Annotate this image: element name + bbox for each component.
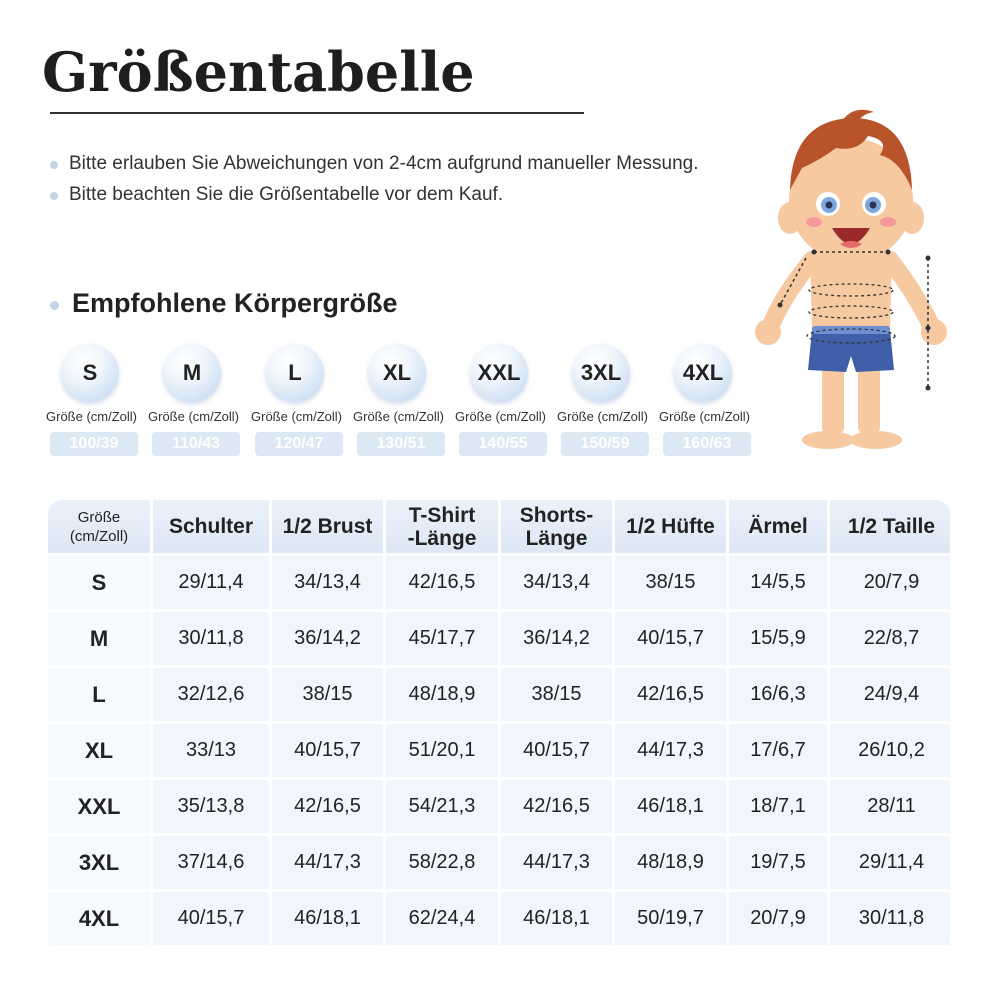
measurement-cell: 34/13,4 xyxy=(501,556,612,609)
measurement-cell: 40/15,7 xyxy=(501,724,612,777)
child-figure xyxy=(755,110,947,449)
size-caption: Größe (cm/Zoll) xyxy=(455,409,546,424)
size-chart-table-container xyxy=(48,500,950,954)
measurement-cell: 37/14,6 xyxy=(153,836,269,889)
table-row xyxy=(48,556,950,609)
table-row xyxy=(48,780,950,833)
measurement-cell: 40/15,7 xyxy=(153,892,269,945)
measurement-cell: 32/12,6 xyxy=(153,668,269,721)
size-caption: Größe (cm/Zoll) xyxy=(251,409,342,424)
measurement-cell: 45/17,7 xyxy=(386,612,498,665)
measurement-cell: 30/11,8 xyxy=(830,892,950,945)
measurement-cell: 44/17,3 xyxy=(501,836,612,889)
measurement-cell: 42/16,5 xyxy=(501,780,612,833)
measurement-cell: 44/17,3 xyxy=(615,724,726,777)
measurement-cell: 24/9,4 xyxy=(830,668,950,721)
table-row xyxy=(48,612,950,665)
measurement-cell: 14/5,5 xyxy=(729,556,827,609)
measurement-cell: 17/6,7 xyxy=(729,724,827,777)
size-label-cell: 4XL xyxy=(48,892,150,945)
measurement-cell: 44/17,3 xyxy=(272,836,383,889)
size-label-cell: XXL xyxy=(48,780,150,833)
column-header: T-Shirt -Länge xyxy=(386,500,498,553)
bullet-dot-icon xyxy=(50,161,58,169)
measurement-cell: 30/11,8 xyxy=(153,612,269,665)
size-label-cell: XL xyxy=(48,724,150,777)
size-caption: Größe (cm/Zoll) xyxy=(659,409,750,424)
table-row xyxy=(48,836,950,889)
recommended-size-item xyxy=(46,342,148,462)
size-caption: Größe (cm/Zoll) xyxy=(353,409,444,424)
recommended-heading-text: Empfohlene Körpergröße xyxy=(72,288,398,318)
measurement-cell: 38/15 xyxy=(615,556,726,609)
recommended-size-item xyxy=(251,342,353,462)
column-header: Schulter xyxy=(153,500,269,553)
size-bubble: XL xyxy=(368,344,426,402)
note-item xyxy=(50,150,699,181)
table-row xyxy=(48,892,950,945)
column-header: Ärmel xyxy=(729,500,827,553)
column-header: 1/2 Hüfte xyxy=(615,500,726,553)
measurement-cell: 46/18,1 xyxy=(272,892,383,945)
measurement-cell: 20/7,9 xyxy=(729,892,827,945)
measurement-cell: 48/18,9 xyxy=(386,668,498,721)
measurement-cell: 28/11 xyxy=(830,780,950,833)
column-header: 1/2 Taille xyxy=(830,500,950,553)
bullet-dot-icon xyxy=(50,192,58,200)
size-height-value: 110/43 xyxy=(152,432,240,456)
measurement-cell: 22/8,7 xyxy=(830,612,950,665)
size-bubble: M xyxy=(163,344,221,402)
size-label-cell: L xyxy=(48,668,150,721)
measurement-cell: 38/15 xyxy=(501,668,612,721)
size-label-cell: S xyxy=(48,556,150,609)
page-title: Größentabelle xyxy=(42,40,475,104)
notes-list xyxy=(50,150,699,212)
measurement-cell: 19/7,5 xyxy=(729,836,827,889)
measurement-cell: 46/18,1 xyxy=(615,780,726,833)
measurement-cell: 40/15,7 xyxy=(272,724,383,777)
title-underline xyxy=(50,112,584,114)
table-row xyxy=(48,668,950,721)
size-height-value: 100/39 xyxy=(50,432,138,456)
size-caption: Größe (cm/Zoll) xyxy=(148,409,239,424)
note-item xyxy=(50,181,699,212)
size-height-value: 160/63 xyxy=(663,432,751,456)
size-bubble: 3XL xyxy=(572,344,630,402)
measurement-cell: 15/5,9 xyxy=(729,612,827,665)
size-chart-table xyxy=(48,500,950,948)
size-caption: Größe (cm/Zoll) xyxy=(46,409,137,424)
recommended-size-item xyxy=(557,342,659,462)
child-measurement-illustration xyxy=(740,100,970,470)
measurement-cell: 18/7,1 xyxy=(729,780,827,833)
measurement-cell: 33/13 xyxy=(153,724,269,777)
measurement-cell: 35/13,8 xyxy=(153,780,269,833)
measurement-cell: 40/15,7 xyxy=(615,612,726,665)
measurement-cell: 51/20,1 xyxy=(386,724,498,777)
measurement-cell: 42/16,5 xyxy=(272,780,383,833)
recommended-size-item xyxy=(148,342,250,462)
measurement-cell: 29/11,4 xyxy=(830,836,950,889)
measurement-cell: 38/15 xyxy=(272,668,383,721)
measurement-cell: 42/16,5 xyxy=(615,668,726,721)
recommended-height-heading xyxy=(50,288,398,319)
measurement-cell: 20/7,9 xyxy=(830,556,950,609)
size-height-value: 140/55 xyxy=(459,432,547,456)
note-text: Bitte beachten Sie die Größentabelle vor dem Kauf. xyxy=(69,184,504,205)
table-body xyxy=(48,556,950,945)
column-header: Shorts- Länge xyxy=(501,500,612,553)
size-bubble: XXL xyxy=(470,344,528,402)
size-height-value: 130/51 xyxy=(357,432,445,456)
measurement-cell: 26/10,2 xyxy=(830,724,950,777)
size-bubble: S xyxy=(61,344,119,402)
measurement-cell: 58/22,8 xyxy=(386,836,498,889)
measurement-cell: 42/16,5 xyxy=(386,556,498,609)
measurement-cell: 16/6,3 xyxy=(729,668,827,721)
size-bubble: L xyxy=(266,344,324,402)
size-label-cell: 3XL xyxy=(48,836,150,889)
size-bubble: 4XL xyxy=(674,344,732,402)
table-header-row xyxy=(48,500,950,553)
size-height-value: 120/47 xyxy=(255,432,343,456)
size-caption: Größe (cm/Zoll) xyxy=(557,409,648,424)
measurement-cell: 54/21,3 xyxy=(386,780,498,833)
measurement-cell: 48/18,9 xyxy=(615,836,726,889)
bullet-dot-icon xyxy=(50,301,59,310)
measurement-cell: 36/14,2 xyxy=(272,612,383,665)
recommended-size-item xyxy=(455,342,557,462)
size-label-cell: M xyxy=(48,612,150,665)
note-text: Bitte erlauben Sie Abweichungen von 2-4cm aufgrund manueller Messung. xyxy=(69,153,699,174)
measurement-cell: 62/24,4 xyxy=(386,892,498,945)
measurement-cell: 29/11,4 xyxy=(153,556,269,609)
measurement-cell: 36/14,2 xyxy=(501,612,612,665)
recommended-size-item xyxy=(353,342,455,462)
recommended-height-list xyxy=(46,342,766,462)
column-header: 1/2 Brust xyxy=(272,500,383,553)
table-row xyxy=(48,724,950,777)
measurement-cell: 46/18,1 xyxy=(501,892,612,945)
measurement-cell: 34/13,4 xyxy=(272,556,383,609)
column-header: Größe (cm/Zoll) xyxy=(48,500,150,553)
measurement-cell: 50/19,7 xyxy=(615,892,726,945)
size-height-value: 150/59 xyxy=(561,432,649,456)
